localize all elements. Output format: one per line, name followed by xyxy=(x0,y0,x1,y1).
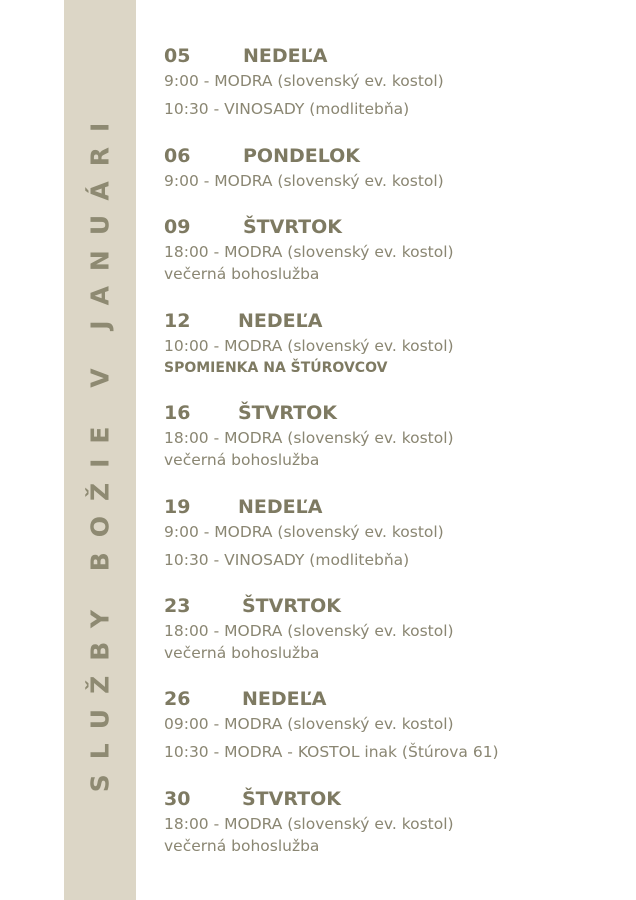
entry-day-number: 23 xyxy=(164,595,191,617)
entry-header xyxy=(164,788,624,812)
schedule-entry xyxy=(164,496,624,569)
entry-service-line: 9:00 - MODRA (slovenský ev. kostol) xyxy=(164,72,444,90)
schedule-entry xyxy=(164,45,624,118)
entry-service-line: večerná bohoslužba xyxy=(164,644,320,662)
entry-service-line: 18:00 - MODRA (slovenský ev. kostol) xyxy=(164,622,454,640)
schedule-entry xyxy=(164,688,624,761)
entry-day-number: 05 xyxy=(164,45,191,67)
entry-header xyxy=(164,216,624,240)
entry-header xyxy=(164,688,624,712)
entry-header xyxy=(164,310,624,334)
entry-day-number: 12 xyxy=(164,310,191,332)
entry-day-number: 09 xyxy=(164,216,191,238)
schedule-entry xyxy=(164,402,624,469)
schedule-entry xyxy=(164,310,624,376)
entry-day-name: NEDEĽA xyxy=(238,310,323,332)
entry-note: SPOMIENKA NA ŠTÚROVCOV xyxy=(164,360,388,376)
schedule-entry xyxy=(164,216,624,283)
schedule-entry xyxy=(164,145,624,190)
entry-day-name: ŠTVRTOK xyxy=(238,402,337,424)
entry-service-line: večerná bohoslužba xyxy=(164,837,320,855)
entry-day-number: 19 xyxy=(164,496,191,518)
entry-service-line: 9:00 - MODRA (slovenský ev. kostol) xyxy=(164,172,444,190)
entry-day-number: 26 xyxy=(164,688,191,710)
entry-day-number: 06 xyxy=(164,145,191,167)
entry-service-line: 18:00 - MODRA (slovenský ev. kostol) xyxy=(164,815,454,833)
entry-header xyxy=(164,145,624,169)
entry-service-line: 10:30 - VINOSADY (modlitebňa) xyxy=(164,551,410,569)
entry-service-line: 10:30 - MODRA - KOSTOL inak (Štúrova 61) xyxy=(164,743,499,761)
entry-day-name: ŠTVRTOK xyxy=(242,788,341,810)
entry-service-line: večerná bohoslužba xyxy=(164,265,320,283)
entry-day-name: ŠTVRTOK xyxy=(242,595,341,617)
page-title: SLUŽBY BOŽIE V JANUÁRI xyxy=(85,107,115,793)
schedule-entry xyxy=(164,788,624,855)
entry-service-line: 10:30 - VINOSADY (modlitebňa) xyxy=(164,100,410,118)
entry-service-line: večerná bohoslužba xyxy=(164,451,320,469)
entry-header xyxy=(164,595,624,619)
entry-service-line: 10:00 - MODRA (slovenský ev. kostol) xyxy=(164,337,454,355)
entry-service-line: 18:00 - MODRA (slovenský ev. kostol) xyxy=(164,429,454,447)
entry-day-number: 16 xyxy=(164,402,191,424)
entry-day-number: 30 xyxy=(164,788,191,810)
entry-service-line: 18:00 - MODRA (slovenský ev. kostol) xyxy=(164,243,454,261)
entry-service-line: 9:00 - MODRA (slovenský ev. kostol) xyxy=(164,523,444,541)
entry-day-name: NEDEĽA xyxy=(238,496,323,518)
entry-day-name: NEDEĽA xyxy=(242,688,327,710)
entry-header xyxy=(164,496,624,520)
entry-header xyxy=(164,402,624,426)
entry-day-name: NEDEĽA xyxy=(243,45,328,67)
schedule-entry xyxy=(164,595,624,662)
entry-service-line: 09:00 - MODRA (slovenský ev. kostol) xyxy=(164,715,454,733)
entry-header xyxy=(164,45,624,69)
entry-day-name: PONDELOK xyxy=(243,145,361,167)
entry-day-name: ŠTVRTOK xyxy=(243,216,342,238)
